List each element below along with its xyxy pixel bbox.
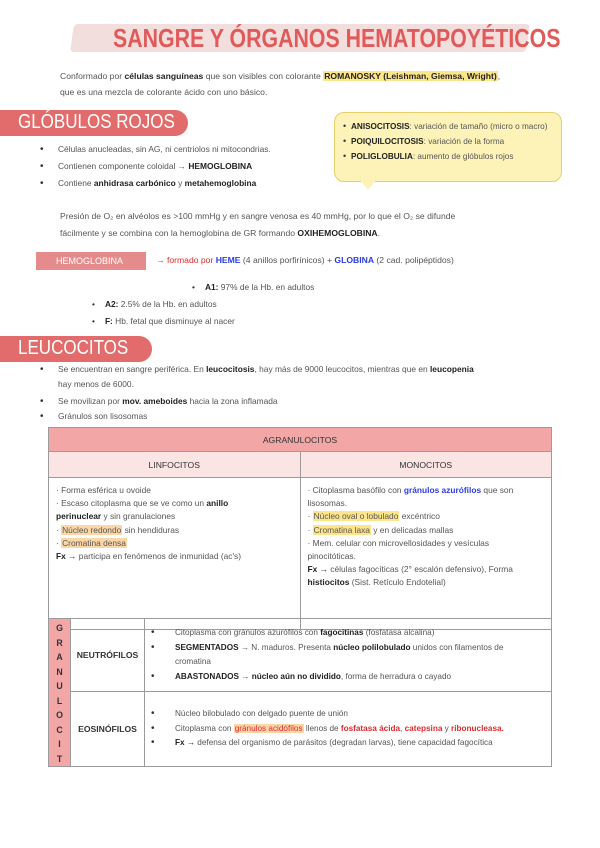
list-item: • Se movilizan por mov. ameboides hacia la zona inflamada [40,394,550,409]
list-item: • Citoplasma con gránulos acidófilos llenos de fosfatasa ácida, catepsina y ribonucleasa. [151,722,545,737]
column-header-linfocitos: LINFOCITOS [49,452,301,478]
list-item: • Contienen componente coloidal → HEMOGLOBINA [40,159,340,174]
eosinofilos-cell [145,692,552,767]
column-header-monocitos: MONOCITOS [300,452,552,478]
neutrofilos-cell [145,619,552,692]
list-item: • Células anucleadas, sin AG, ni centriolos ni mitocondrias. [40,142,340,157]
neutrofilos-label: NEUTRÓFILOS [71,619,145,692]
intro-paragraph: Conformado por células sanguíneas que son visibles con colorante ROMANOSKY (Leishman, Giemsa, Wright), que es una mezcla de colorante ácido con uno básico. [60,71,501,97]
globulos-list [40,142,340,191]
oxygen-paragraph: Presión de O₂ en alvéolos es >100 mmHg y en sangre venosa es 40 mmHg, por lo que el O₂ se difunde fácilmente y se combina con la hemoglobina de GR formando OXIHEMOGLOBINA. [60,211,456,238]
page-title: SANGRE Y ÓRGANOS HEMATOPOYÉTICOS [113,23,561,53]
section-leucocitos: LEUCOCITOS [0,336,152,362]
hb-f: • F: Hb. fetal que disminuye al nacer [92,316,235,326]
agranulocitos-table [48,427,552,630]
note-item: • POIQUILOCITOSIS: variación de la forma [343,134,555,149]
note-item: • POLIGLOBULIA: aumento de glóbulos rojos [343,149,555,164]
section-globulos-rojos: GLÓBULOS ROJOS [0,110,188,136]
granulocitos-table [48,618,552,767]
list-item: • SEGMENTADOS → N. maduros. Presenta núcleo polilobulado unidos con filamentos de cromatina [151,641,545,670]
list-item: • Citoplasma con gránulos azurófilos con fagocitinas (fosfatasa alcalina) [151,626,545,641]
hb-a2: • A2: 2.5% de la Hb. en adultos [92,299,217,309]
granulocitos-vertical-label: G R A N U L O C I T [49,619,71,767]
list-item: • ABASTONADOS → núcleo aún no dividido, forma de herradura o cayado [151,670,545,685]
title-banner [72,20,561,56]
note-box [334,112,562,182]
list-item: • Fx → defensa del organismo de parásitos (degradan larvas), tiene capacidad fagocítica [151,736,545,751]
hb-a1: • A1: 97% de la Hb. en adultos [192,282,314,292]
list-item: • Se encuentran en sangre periférica. En leucocitosis, hay más de 9000 leucocitos, mientras que en leucopenia hay menos de 6000. [40,362,550,392]
hemoglobina-badge: HEMOGLOBINA [36,252,146,270]
note-tail [360,180,376,190]
list-item: • Núcleo bilobulado con delgado puente de unión [151,707,545,722]
linfocitos-cell: · Forma esférica u ovoide · Escaso citoplasma que se ve como un anillo perinuclear y sin granulaciones · Núcleo redondo sin hendiduras · Cromatina densa Fx → participa en fenómenos de inmunidad (ac's) [49,478,301,630]
leucocitos-list [40,362,550,424]
table-header: AGRANULOCITOS [49,428,552,452]
monocitos-cell: · Citoplasma basófilo con gránulos azurófilos que son lisosomas. · Núcleo oval o lobulado excéntrico · Cromatina laxa y en delicadas mallas · Mem. celular con microvellosidades y vesículas pinocitóticas. Fx → células fagocíticas (2° escalón defensivo), Forma histiocitos (Sist. Retículo Endotelial) [300,478,552,630]
list-item: • Contiene anhidrasa carbónico y metahemoglobina [40,176,340,191]
hemoglobina-definition: → formado por HEME (4 anillos porfirínicos) + GLOBINA (2 cad. polipéptidos) [156,255,454,265]
list-item: • Gránulos son lisosomas [40,409,550,424]
eosinofilos-label: EOSINÓFILOS [71,692,145,767]
note-item: • ANISOCITOSIS: variación de tamaño (micro o macro) [343,119,555,134]
